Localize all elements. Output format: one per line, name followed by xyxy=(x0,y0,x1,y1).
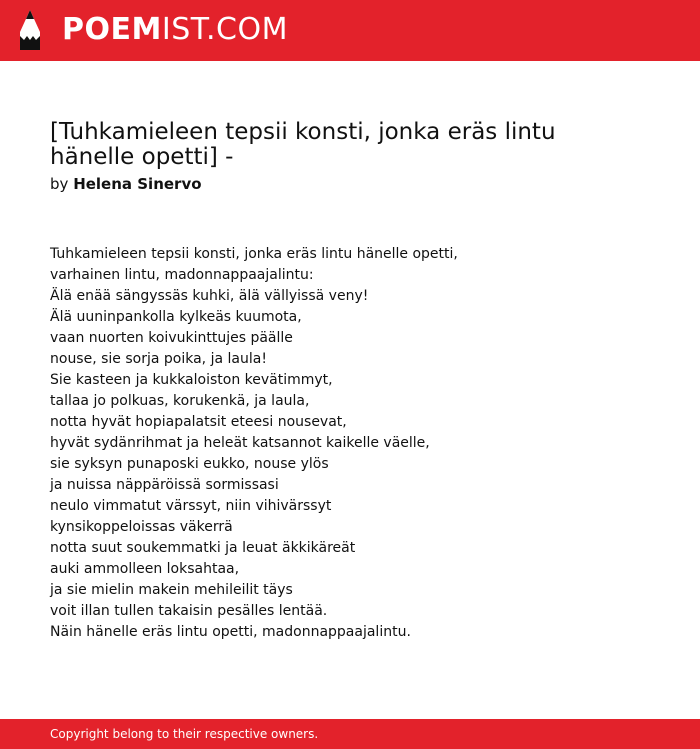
poem-line: auki ammolleen loksahtaa, xyxy=(50,561,240,577)
poem-line: neulo vimmatut värssyt, niin vihivärssyt xyxy=(50,498,332,514)
pencil-tip-icon[interactable] xyxy=(17,10,43,52)
poem-line: Sie kasteen ja kukkaloiston kevätimmyt, xyxy=(50,372,333,388)
poem-line: Tuhkamieleen tepsii konsti, jonka eräs lintu hänelle opetti, xyxy=(50,246,458,262)
poem-line: tallaa jo polkuas, korukenkä, ja laula, xyxy=(50,393,310,409)
by-label: by xyxy=(50,175,69,193)
poem-line: varhainen lintu, madonnappaajalintu: xyxy=(50,267,314,283)
author-name[interactable]: Helena Sinervo xyxy=(73,175,202,193)
logo-text-light: IST.COM xyxy=(161,12,288,47)
poem-line: notta suut soukemmatki ja leuat äkkikäreät xyxy=(50,540,356,556)
poem-title: [Tuhkamieleen tepsii konsti, jonka eräs lintu hänelle opetti] - xyxy=(50,119,556,170)
site-footer xyxy=(0,719,700,749)
poem-line: notta hyvät hopiapalatsit eteesi nousevat, xyxy=(50,414,347,430)
byline xyxy=(50,175,202,193)
poem-line: kynsikoppeloissas väkerrä xyxy=(50,519,233,535)
copyright-text: Copyright belong to their respective owners. xyxy=(50,727,319,741)
poem-line: vaan nuorten koivukinttujes päälle xyxy=(50,330,293,346)
poem-line: sie syksyn punaposki eukko, nouse ylös xyxy=(50,456,329,472)
poem-body xyxy=(50,244,650,643)
poem-line: hyvät sydänrihmat ja heleät katsannot kaikelle väelle, xyxy=(50,435,430,451)
poem-line: Älä uuninpankolla kylkeäs kuumota, xyxy=(50,309,302,325)
poem-line: Näin hänelle eräs lintu opetti, madonnappaajalintu. xyxy=(50,624,411,640)
logo-text-bold: POEM xyxy=(62,12,162,47)
site-header xyxy=(0,0,700,61)
site-logo[interactable] xyxy=(62,11,288,49)
poem-line: Älä enää sängyssäs kuhki, älä vällyissä veny! xyxy=(50,288,369,304)
poem-line: nouse, sie sorja poika, ja laula! xyxy=(50,351,267,367)
poem-line: voit illan tullen takaisin pesälles lentää. xyxy=(50,603,328,619)
poem-line: ja nuissa näppäröissä sormissasi xyxy=(50,477,279,493)
poem-line: ja sie mielin makein mehileilit täys xyxy=(50,582,293,598)
